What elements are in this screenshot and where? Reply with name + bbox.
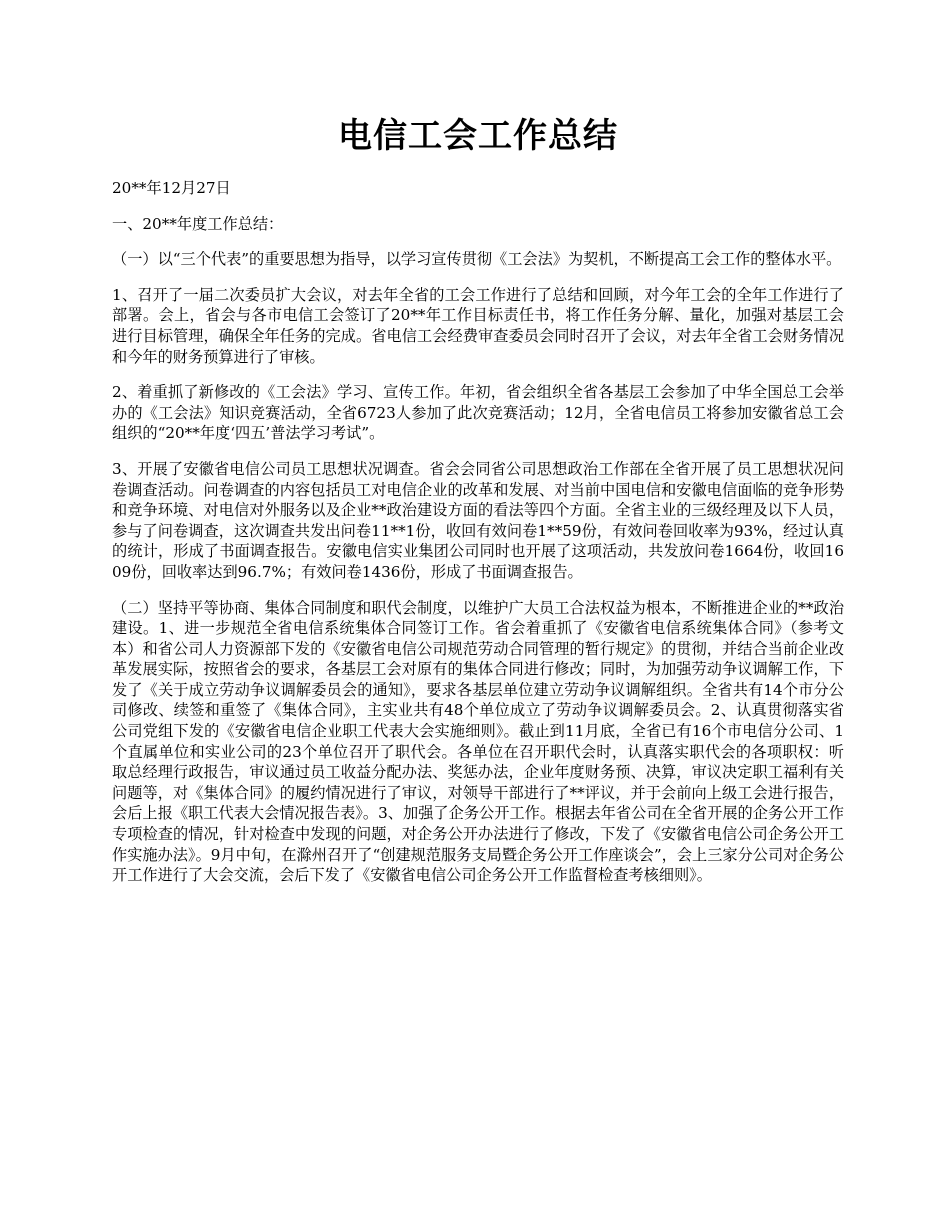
paragraph-4: 3、开展了安徽省电信公司员工思想状况调查。省会会同省公司思想政治工作部在全省开展了员工思想状况问卷调查活动。问卷调查的内容包括员工对电信企业的改革和发展、对当前中国电信和安徽电信面临的竞争形势和竞争环境、对电信对外服务以及企业**政治建设方面的看法等四个方面。全省主业的三级经理及以下人员，参与了问卷调查，这次调查共发出问卷11**1份，收回有效问卷1**59份，有效问卷回收率为93%，经过认真的统计，形成了书面调查报告。安徽电信实业集团公司同时也开展了这项活动，共发放问卷1664份，收回1609份，回收率达到96.7%；有效问卷1436份，形成了书面调查报告。 bbox=[112, 459, 844, 581]
document-date: 20**年12月27日 bbox=[112, 179, 231, 197]
document-page bbox=[112, 108, 844, 901]
document-title: 电信工会工作总结 bbox=[338, 116, 618, 156]
paragraph-2: 1、召开了一届二次委员扩大会议，对去年全省的工会工作进行了总结和回顾，对今年工会的全年工作进行了部署。会上，省会与各市电信工会签订了20**年工作目标责任书，将工作任务分解、量化，加强对基层工会进行目标管理，确保全年任务的完成。省电信工会经费审查委员会同时召开了会议，对去年全省工会财务情况和今年的财务预算进行了审核。 bbox=[112, 285, 844, 366]
paragraph-1: （一）以“三个代表”的重要思想为指导，以学习宣传贯彻《工会法》为契机，不断提高工会工作的整体水平。 bbox=[112, 250, 842, 269]
paragraph-3: 2、着重抓了新修改的《工会法》学习、宣传工作。年初，省会组织全省各基层工会参加了中华全国总工会举办的《工会法》知识竞赛活动，全省6723人参加了此次竞赛活动；12月，全省电信员工将参加安徽省总工会组织的“20**年度‘四五’普法学习考试”。 bbox=[112, 383, 844, 443]
paragraph-5: （二）坚持平等协商、集体合同制度和职代会制度，以维护广大员工合法权益为根本，不断推进企业的**政治建设。1、进一步规范全省电信系统集体合同签订工作。省会着重抓了《安徽省电信系统集体合同》（参考文本）和省公司人力资源部下发的《安徽省电信公司规范劳动合同管理的暂行规定》的贯彻，并结合当前企业改革发展实际，按照省会的要求，各基层工会对原有的集体合同进行修改；同时，为加强劳动争议调解工作，下发了《关于成立劳动争议调解委员会的通知》，要求各基层单位建立劳动争议调解组织。全省共有14个市分公司修改、续签和重签了《集体合同》，主实业共有48个单位成立了劳动争议调解委员会。2、认真贯彻落实省公司党组下发的《安徽省电信企业职工代表大会实施细则》。截止到11月底，全省已有16个市电信分公司、1个直属单位和实业公司的23个单位召开了职代会。各单位在召开职代会时，认真落实职代会的各项职权：听取总经理行政报告，审议通过员工收益分配办法、奖惩办法，企业年度财务预、决算，审议决定职工福利有关问题等，对《集体合同》的履约情况进行了审议，对领导干部进行了**评议，并于会前向上级工会进行报告，会后上报《职工代表大会情况报告表》。3、加强了企务公开工作。根据去年省公司在全省开展的企务公开工作专项检查的情况，针对检查中发现的问题，对企务公开办法进行了修改，下发了《安徽省电信公司企务公开工作实施办法》。9月中旬，在滁州召开了“创建规范服务支局暨企务公开工作座谈会”，会上三家分公司对企务公开工作进行了大会交流，会后下发了《安徽省电信公司企务公开工作监督检查考核细则》。 bbox=[112, 598, 844, 885]
section-heading: 一、20**年度工作总结： bbox=[112, 214, 284, 233]
